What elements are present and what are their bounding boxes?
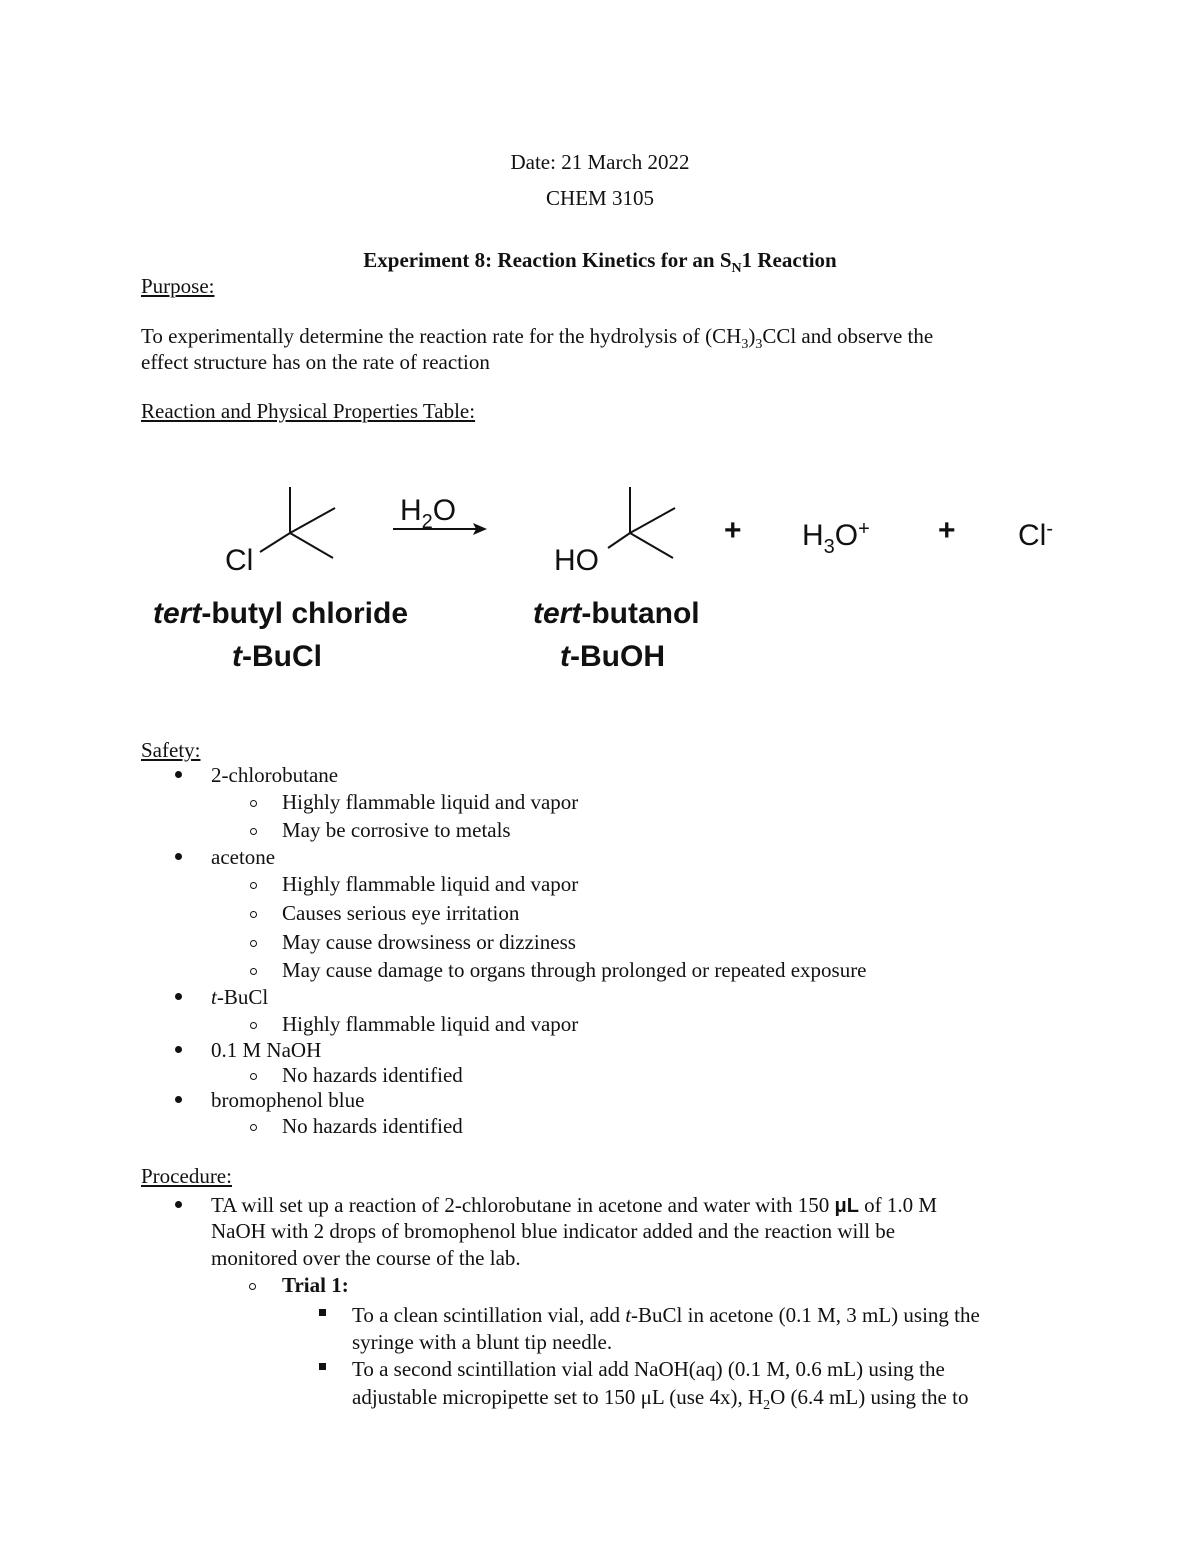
hazard-item: Highly flammable liquid and vapor xyxy=(282,1012,579,1036)
safety-heading: Safety: xyxy=(141,738,201,762)
bullet-circle xyxy=(250,968,257,975)
tert-butanol-structure xyxy=(608,487,675,558)
date-line: Date: 21 March 2022 xyxy=(510,150,690,174)
hazard-item: May be corrosive to metals xyxy=(282,818,511,842)
safety-item-2-chlorobutane: 2-chlorobutane xyxy=(211,763,339,787)
purpose-text-line-1: To experimentally determine the reaction rate for the hydrolysis of $(CH_3)_3CCl$ and observe the xyxy=(141,324,934,352)
safety-item-acetone: acetone xyxy=(211,845,276,869)
bullet-dot xyxy=(175,993,182,1000)
reaction-scheme xyxy=(140,470,1080,690)
bullet-circle xyxy=(250,940,257,947)
hazard-item: No hazards identified xyxy=(282,1114,463,1138)
reactant-name: tert-butyl chloride xyxy=(153,597,409,630)
bullet-dot xyxy=(175,771,182,778)
bullet-dot xyxy=(175,1046,182,1053)
procedure-step-1-line-3: monitored over the course of the lab. xyxy=(211,1246,521,1270)
course-line: CHEM 3105 xyxy=(546,186,654,210)
experiment-title: Experiment 8: Reaction Kinetics for an $S_N1$ Reaction xyxy=(363,248,837,276)
bullet-circle xyxy=(250,911,257,918)
reactant-abbreviation: t-BuCl xyxy=(232,640,322,673)
bullet-circle xyxy=(250,1073,257,1080)
reagent-water: $H_2O$ xyxy=(400,494,457,533)
chloride-ion: Cl- xyxy=(1018,518,1054,552)
bullet-square xyxy=(319,1309,326,1316)
hazard-item: May cause drowsiness or dizziness xyxy=(282,930,576,954)
bullet-dot xyxy=(175,1201,182,1208)
hazard-item: Highly flammable liquid and vapor xyxy=(282,872,579,896)
plus-sign-1: + xyxy=(724,514,742,547)
bullet-circle xyxy=(249,1283,256,1290)
reactant-chlorine-label: Cl xyxy=(225,544,254,577)
bullet-circle xyxy=(250,882,257,889)
procedure-heading: Procedure: xyxy=(141,1164,232,1188)
hazard-item: No hazards identified xyxy=(282,1063,463,1087)
plus-sign-2: + xyxy=(938,514,956,547)
bullet-circle xyxy=(250,828,257,835)
procedure-step-1-line-2: NaOH with 2 drops of bromophenol blue indicator added and the reaction will be xyxy=(211,1219,896,1243)
trial-1-step-1-line-1: To a clean scintillation vial, add t-BuCl in acetone (0.1 M, 3 mL) using the xyxy=(352,1303,980,1327)
bullet-circle xyxy=(250,1124,257,1131)
bullet-dot xyxy=(175,853,182,860)
product-hydroxyl-label: HO xyxy=(554,544,599,577)
product-name: tert-butanol xyxy=(533,597,700,630)
bullet-circle xyxy=(250,800,257,807)
product-abbreviation: t-BuOH xyxy=(560,640,665,673)
hazard-item: May cause damage to organs through prolonged or repeated exposure xyxy=(282,958,867,982)
trial-1-step-1-line-2: syringe with a blunt tip needle. xyxy=(352,1330,613,1354)
trial-1-step-2-line-2: adjustable micropipette set to 150 μL (use 4x), $H_2O$ (6.4 mL) using the to xyxy=(352,1385,969,1413)
hydronium-ion: $H_3O^+$ xyxy=(802,518,870,558)
bullet-circle xyxy=(250,1022,257,1029)
bullet-dot xyxy=(175,1096,182,1103)
trial-1-heading: Trial 1: xyxy=(282,1273,349,1297)
tert-butyl-chloride-structure xyxy=(260,487,335,558)
reaction-table-heading: Reaction and Physical Properties Table: xyxy=(141,399,476,423)
safety-item-naoh: 0.1 M NaOH xyxy=(211,1038,322,1062)
procedure-step-1-line-1: TA will set up a reaction of 2-chlorobutane in acetone and water with 150 μL of 1.0 M xyxy=(211,1193,938,1217)
safety-item-bromophenol-blue: bromophenol blue xyxy=(211,1088,365,1112)
purpose-text-line-2: effect structure has on the rate of reaction xyxy=(141,350,490,374)
hazard-item: Highly flammable liquid and vapor xyxy=(282,790,579,814)
purpose-heading: Purpose: xyxy=(141,274,215,298)
safety-item-t-bucl: t-BuCl xyxy=(211,985,269,1009)
trial-1-step-2-line-1: To a second scintillation vial add NaOH(aq) (0.1 M, 0.6 mL) using the xyxy=(352,1357,945,1381)
hazard-item: Causes serious eye irritation xyxy=(282,901,520,925)
bullet-square xyxy=(319,1363,326,1370)
